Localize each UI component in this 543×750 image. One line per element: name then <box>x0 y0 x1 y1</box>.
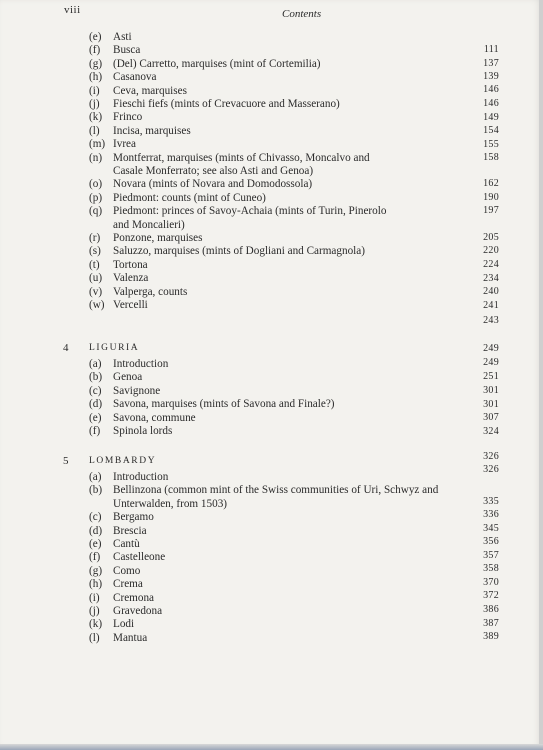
toc-entry <box>89 232 489 245</box>
toc-entry <box>89 245 489 258</box>
page-ref: 243 <box>483 315 499 326</box>
entry-title: Tortona <box>113 258 148 271</box>
entry-letter: (q) <box>89 205 103 218</box>
entry-letter: (k) <box>89 111 103 124</box>
entry-letter: (d) <box>89 524 103 537</box>
entry-title: Vercelli <box>113 299 148 311</box>
entry-letter: (g) <box>89 564 103 577</box>
entry-title: Cremona <box>113 591 155 604</box>
page-ref: 324 <box>483 426 499 437</box>
entry-title: Incisa, marquises <box>113 124 191 137</box>
entry-title: Valperga, counts <box>113 285 188 298</box>
page-ref: 345 <box>483 523 499 534</box>
page-ref: 387 <box>483 618 499 629</box>
entry-title: Savona, marquises (mints of Savona and Finale?) <box>113 398 335 411</box>
entry-letter: (h) <box>89 578 103 591</box>
entry-letter: (r) <box>89 232 101 244</box>
running-head: Contents <box>282 8 322 20</box>
page-ref: 307 <box>483 412 499 423</box>
entry-letter: (c) <box>89 384 102 397</box>
page-ref: 249 <box>483 357 499 368</box>
toc-entry <box>89 259 489 272</box>
page-ref: 301 <box>483 399 499 410</box>
page-ref: 224 <box>483 259 499 270</box>
entry-title: Crema <box>113 578 143 591</box>
toc-entry <box>89 44 489 57</box>
toc-entry <box>89 205 489 232</box>
entry-letter: (f) <box>89 44 101 57</box>
page-ref: 234 <box>483 273 499 284</box>
toc-entry <box>89 578 489 591</box>
page-ref: 139 <box>483 71 499 82</box>
toc-entry <box>89 152 489 179</box>
entry-letter: (w) <box>89 299 105 311</box>
entry-letter: (p) <box>89 191 103 204</box>
page-ref: 358 <box>483 563 499 574</box>
toc-entry <box>89 178 489 191</box>
toc-entry <box>89 98 489 111</box>
page-ref: 335 <box>483 496 499 507</box>
entry-letter: (h) <box>89 71 103 84</box>
toc-entry <box>89 525 489 538</box>
section-title: LIGURIA <box>89 343 140 353</box>
entry-title: Lodi <box>113 618 135 631</box>
toc-entry <box>89 58 489 71</box>
toc-entry <box>89 125 489 138</box>
entry-letter: (v) <box>89 285 103 298</box>
page-ref: 137 <box>483 58 499 69</box>
toc-entry <box>89 371 489 384</box>
page-ref: 356 <box>483 536 499 547</box>
entry-letter: (s) <box>89 245 101 258</box>
entry-title: Casale Monferrato; see also Asti and Genoa) <box>113 164 314 177</box>
toc-entry <box>89 471 489 484</box>
toc-entry <box>89 412 489 425</box>
entry-letter: (e) <box>89 538 102 550</box>
page-ref: 336 <box>483 509 499 520</box>
entry-title: Asti <box>113 31 132 43</box>
entry-title: Bellinzona (common mint of the Swiss communities of Uri, Schwyz and <box>113 484 439 497</box>
entry-letter: (i) <box>89 84 100 97</box>
page-ref: 326 <box>483 464 499 475</box>
entry-letter: (o) <box>89 178 103 191</box>
entry-letter: (m) <box>89 138 106 151</box>
entry-title: Genoa <box>113 371 143 384</box>
entry-letter: (g) <box>89 57 103 70</box>
page-ref: 249 <box>483 343 499 354</box>
entry-title: Gravedona <box>113 605 163 617</box>
entry-title: Ponzone, marquises <box>113 232 203 244</box>
toc-entry <box>89 592 489 605</box>
toc-entry <box>89 551 489 564</box>
toc-entry <box>89 511 489 524</box>
entry-letter: (d) <box>89 398 103 411</box>
entry-letter: (b) <box>89 371 103 384</box>
entry-title: Unterwalden, from 1503) <box>113 497 228 510</box>
toc-entry <box>89 605 489 618</box>
entry-letter: (e) <box>89 31 102 43</box>
page-ref: 154 <box>483 125 499 136</box>
toc-entry <box>89 385 489 398</box>
page-ref: 241 <box>483 300 499 311</box>
page-ref: 386 <box>483 604 499 615</box>
entry-title: Introduction <box>113 358 169 370</box>
entry-letter: (j) <box>89 605 100 617</box>
entry-title: Saluzzo, marquises (mints of Dogliani and Carmagnola) <box>113 245 365 258</box>
toc-entry <box>89 632 489 645</box>
entry-title: Bergamo <box>113 511 154 524</box>
entry-letter: (e) <box>89 411 102 424</box>
page-ref: 146 <box>483 98 499 109</box>
entry-letter: (c) <box>89 511 102 524</box>
section-number: 5 <box>63 455 69 467</box>
page-ref: 389 <box>483 631 499 642</box>
entry-title: Mantua <box>113 631 148 644</box>
toc-entry <box>89 286 489 299</box>
entry-letter: (u) <box>89 272 103 285</box>
page-ref: 372 <box>483 590 499 601</box>
entry-title: Busca <box>113 44 141 57</box>
toc-entry <box>89 111 489 124</box>
toc-entry <box>89 538 489 551</box>
page-ref: 205 <box>483 232 499 243</box>
entry-letter: (l) <box>89 631 100 644</box>
page-ref: 357 <box>483 550 499 561</box>
entry-letter: (f) <box>89 551 101 564</box>
page-ref: 162 <box>483 178 499 189</box>
entry-title: Spinola lords <box>113 425 173 437</box>
entry-title: Valenza <box>113 272 149 285</box>
entry-letter: (b) <box>89 484 103 497</box>
entry-title: Frinco <box>113 111 143 124</box>
entry-letter: (k) <box>89 618 103 631</box>
page-ref: 190 <box>483 192 499 203</box>
page-ref: 370 <box>483 577 499 588</box>
entry-letter: (a) <box>89 358 102 370</box>
entry-letter: (a) <box>89 471 102 483</box>
entry-title: Savignone <box>113 384 161 397</box>
toc-entry <box>89 85 489 98</box>
scan-edge <box>539 0 543 750</box>
section-number: 4 <box>63 342 69 354</box>
entry-letter: (l) <box>89 124 100 137</box>
section-title: LOMBARDY <box>89 456 157 466</box>
entry-title: Brescia <box>113 524 147 537</box>
toc-entry <box>89 71 489 84</box>
toc-entry <box>89 484 489 511</box>
entry-title: (Del) Carretto, marquises (mint of Cortemilia) <box>113 57 321 70</box>
toc-entry <box>89 31 489 44</box>
toc-entry <box>89 299 489 312</box>
page-ref: 251 <box>483 371 499 382</box>
page-ref: 326 <box>483 451 499 462</box>
toc-entry <box>89 618 489 631</box>
entry-letter: (f) <box>89 425 101 437</box>
entry-title: Piedmont: counts (mint of Cuneo) <box>113 191 266 204</box>
toc-entry <box>89 398 489 411</box>
page-ref: 197 <box>483 205 499 216</box>
page-ref: 301 <box>483 385 499 396</box>
entry-title: Ceva, marquises <box>113 84 187 97</box>
page-ref: 158 <box>483 152 499 163</box>
entry-title: Savona, commune <box>113 411 196 424</box>
page-ref: 146 <box>483 84 499 95</box>
page-ref: 149 <box>483 112 499 123</box>
toc-entry <box>89 358 489 371</box>
scan-bottom-edge <box>0 744 543 750</box>
entry-title: Cantù <box>113 538 140 550</box>
toc-entry <box>89 272 489 285</box>
entry-letter: (i) <box>89 591 100 604</box>
toc-entry <box>89 565 489 578</box>
entry-letter: (t) <box>89 258 100 271</box>
toc-entry <box>89 425 489 438</box>
entry-title: Montferrat, marquises (mints of Chivasso, Moncalvo and <box>113 151 370 164</box>
page-ref: 220 <box>483 245 499 256</box>
entry-letter: (n) <box>89 151 103 164</box>
entry-title: and Moncalieri) <box>113 218 185 231</box>
entry-title: Castelleone <box>113 551 166 564</box>
page-number: viii <box>64 4 81 16</box>
entry-title: Casanova <box>113 71 157 84</box>
entry-title: Como <box>113 564 141 577</box>
entry-title: Fieschi fiefs (mints of Crevacuore and Masserano) <box>113 98 340 110</box>
entry-title: Ivrea <box>113 138 136 151</box>
entry-letter: (j) <box>89 98 100 110</box>
page-ref: 155 <box>483 139 499 150</box>
entry-title: Novara (mints of Novara and Domodossola) <box>113 178 313 191</box>
page-ref: 111 <box>483 44 499 55</box>
toc-entry <box>89 138 489 151</box>
page-ref: 240 <box>483 286 499 297</box>
entry-title: Introduction <box>113 471 169 483</box>
toc-entry <box>89 192 489 205</box>
entry-title: Piedmont: princes of Savoy-Achaia (mints of Turin, Pinerolo <box>113 205 387 218</box>
